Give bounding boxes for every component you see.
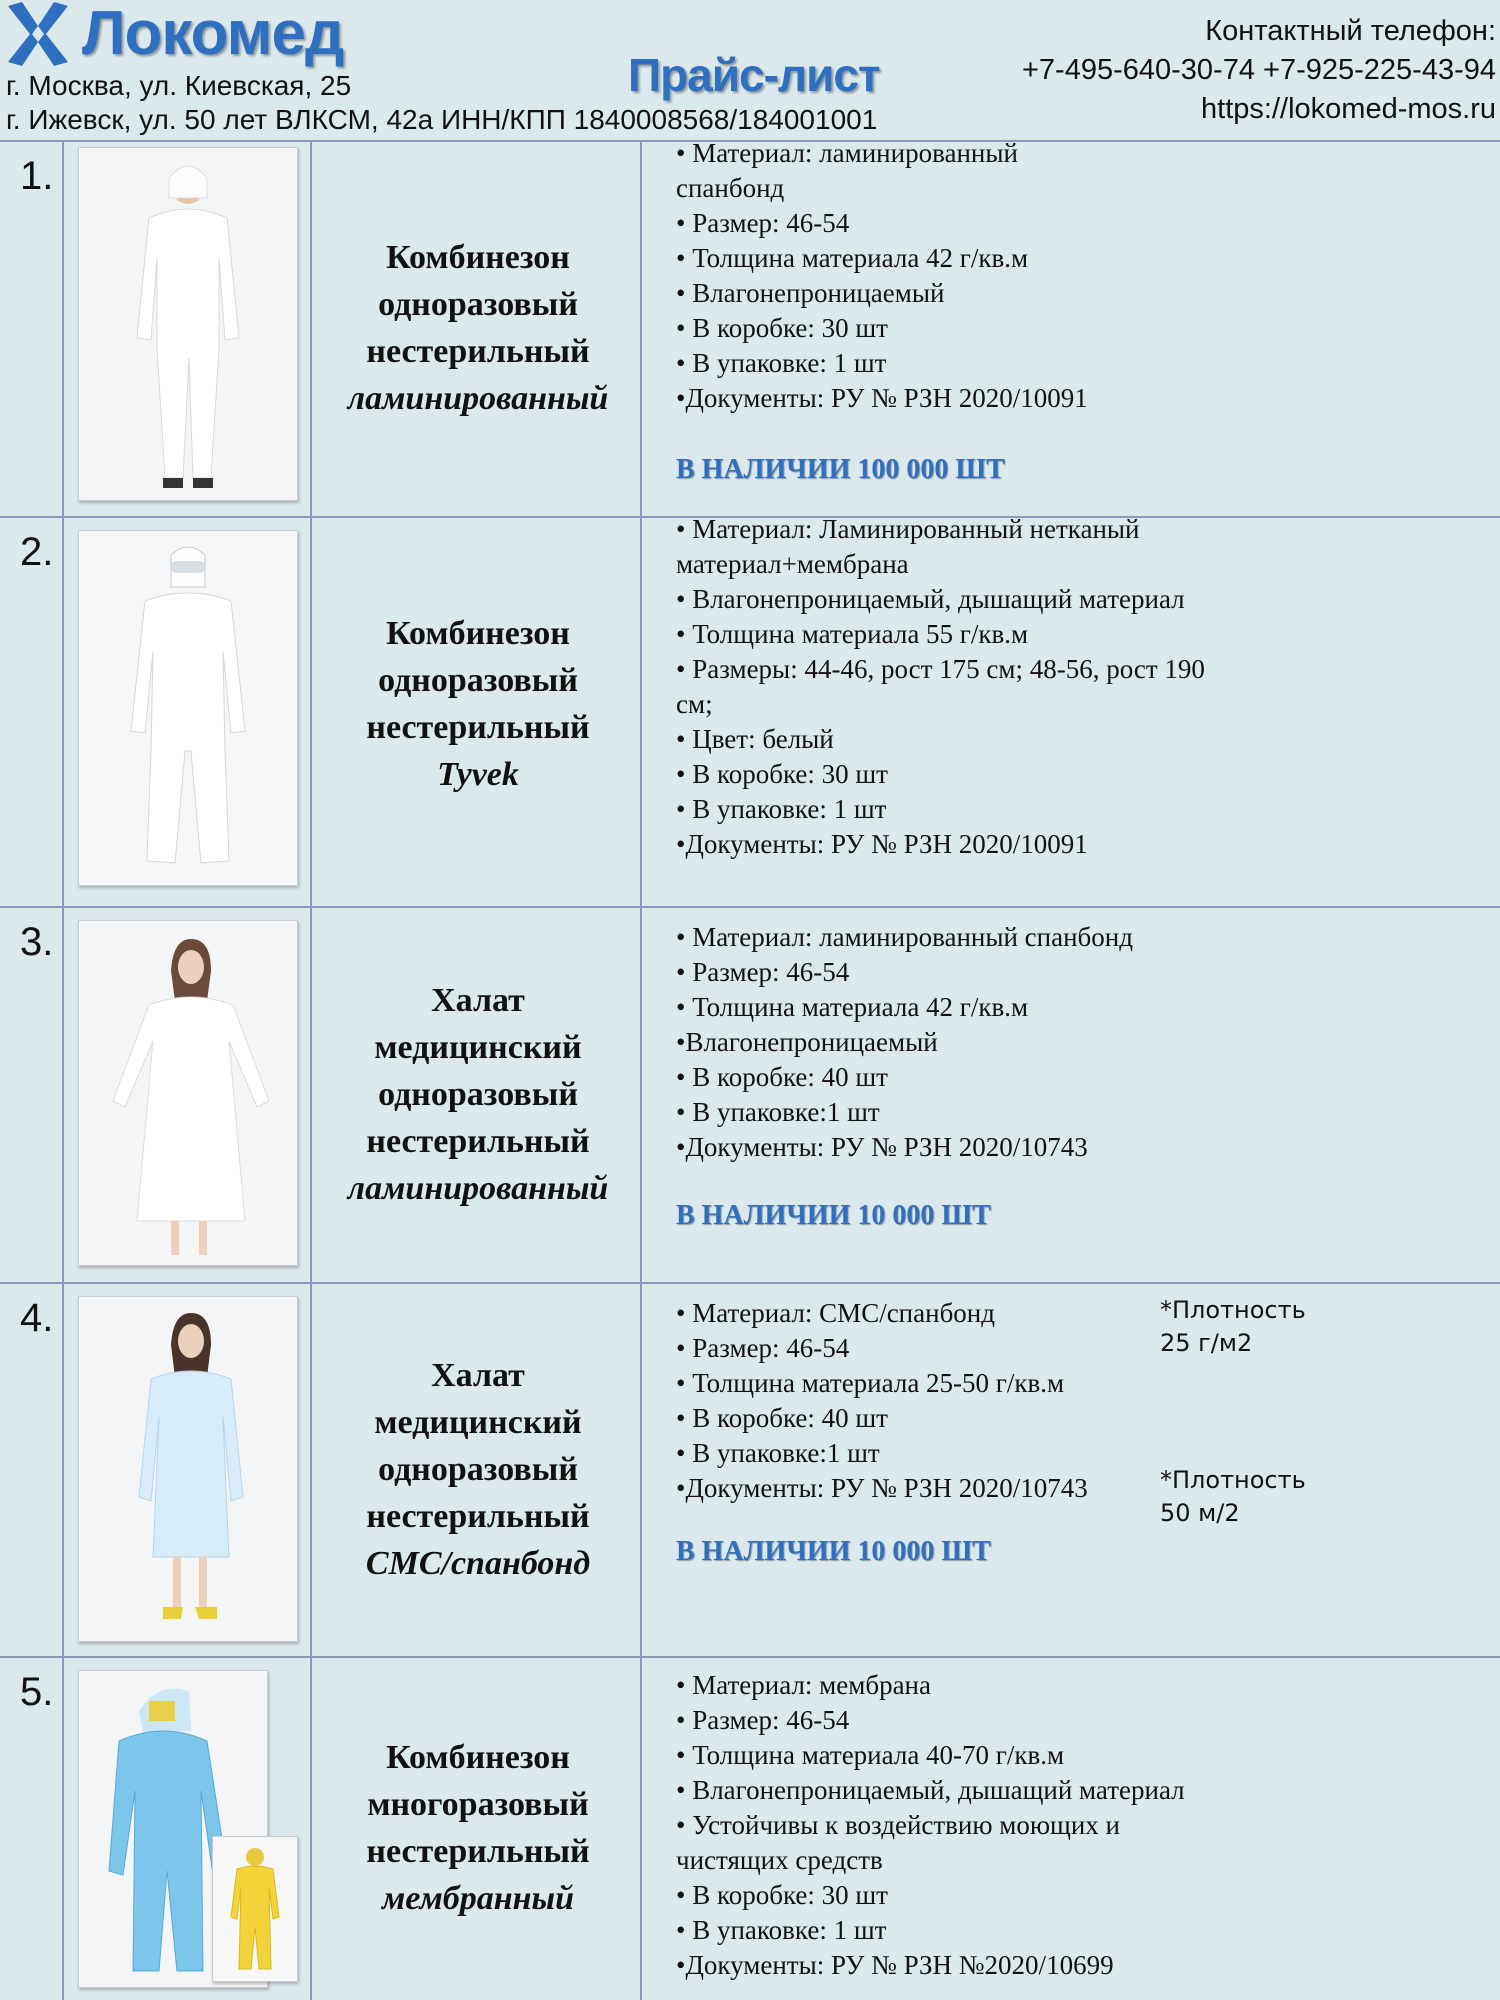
density-note — [1160, 1294, 1306, 1360]
product-name — [316, 1656, 640, 2000]
spec-line: см; — [676, 689, 713, 719]
product-specs — [676, 136, 1276, 416]
spec-line: • Материал: Ламинированный нетканый — [676, 514, 1140, 544]
product-name-line: Комбинезон — [386, 615, 570, 652]
product-name-line: медицинский — [374, 1403, 582, 1441]
spec-line: • В коробке: 30 шт — [676, 1880, 888, 1910]
spec-line: • Цвет: белый — [676, 724, 834, 754]
row-number: 1. — [20, 154, 54, 198]
product-name-line: одноразовый — [378, 1450, 578, 1488]
spec-line: • В упаковке: 1 шт — [676, 348, 887, 378]
product-name — [316, 516, 640, 892]
product-name-line: медицинский — [374, 1028, 582, 1066]
product-name-line: Комбинезон — [386, 239, 570, 276]
product-name-line: многоразовый — [367, 1786, 589, 1823]
contact-phones: +7-495-640-30-74 +7-925-225-43-94 — [1021, 54, 1496, 86]
product-name-line: Халат — [431, 981, 525, 1019]
company-logo — [4, 0, 343, 68]
product-name-line: нестерильный — [366, 1497, 590, 1535]
product-name-line: одноразовый — [378, 286, 578, 323]
white-coverall-man-photo — [78, 147, 298, 501]
product-name-line: нестерильный — [366, 333, 590, 370]
contact-label: Контактный телефон: — [1205, 15, 1496, 47]
spec-line: • Размер: 46-54 — [676, 208, 850, 238]
spec-line: • Толщина материала 25-50 г/кв.м — [676, 1368, 1065, 1398]
spec-line: •Документы: РУ № РЗН 2020/10091 — [676, 829, 1088, 859]
spec-line: • Материал: мембрана — [676, 1670, 931, 1700]
note-value: 25 г/м2 — [1160, 1329, 1253, 1357]
product-name-line: одноразовый — [378, 1075, 578, 1113]
spec-line: • Размер: 46-54 — [676, 957, 850, 987]
spec-line: • Влагонепроницаемый, дышащий материал — [676, 1775, 1185, 1805]
page-title: Прайс-лист — [628, 49, 880, 101]
spec-line: • Размеры: 44-46, рост 175 см; 48-56, рост 190 — [676, 654, 1205, 684]
page-header — [0, 0, 1500, 140]
product-specs — [676, 1668, 1276, 1983]
spec-line: • Размер: 46-54 — [676, 1705, 850, 1735]
spec-line: • Размер: 46-54 — [676, 1333, 850, 1363]
product-name — [316, 140, 640, 516]
spec-line: •Документы: РУ № РЗН 2020/10091 — [676, 383, 1088, 413]
note-label: *Плотность — [1160, 1466, 1306, 1494]
spec-line: • В упаковке:1 шт — [676, 1438, 880, 1468]
table-row — [0, 906, 1500, 1282]
spec-line: • В упаковке:1 шт — [676, 1097, 880, 1127]
spec-line: • Материал: ламинированный — [676, 138, 1018, 168]
product-name — [316, 906, 640, 1282]
note-value: 50 м/2 — [1160, 1499, 1240, 1527]
spec-line: • Влагонепроницаемый — [676, 278, 945, 308]
spec-line: • В коробке: 40 шт — [676, 1403, 888, 1433]
spec-line: • Толщина материала 42 г/кв.м — [676, 992, 1029, 1022]
product-name-line: нестерильный — [366, 1122, 590, 1160]
product-name-variant: ламинированный — [347, 380, 609, 417]
lokomed-logo-icon — [4, 0, 72, 68]
address-izhevsk: г. Ижевск, ул. 50 лет ВЛКСМ, 42а ИНН/КПП 1840008568/184001001 — [6, 104, 878, 135]
table-row — [0, 1282, 1500, 1656]
spec-line: • В коробке: 40 шт — [676, 1062, 888, 1092]
spec-line: • Материал: СМС/спанбонд — [676, 1298, 995, 1328]
row-number: 2. — [20, 530, 54, 574]
product-name-line: нестерильный — [366, 1833, 590, 1870]
product-name-variant: мембранный — [381, 1880, 575, 1917]
spec-line: • В коробке: 30 шт — [676, 759, 888, 789]
product-name-variant: СМС/спанбонд — [365, 1544, 591, 1582]
spec-line: •Документы: РУ № РЗН №2020/10699 — [676, 1950, 1114, 1980]
spec-line: •Документы: РУ № РЗН 2020/10743 — [676, 1132, 1088, 1162]
product-specs — [676, 920, 1276, 1165]
product-name-line: одноразовый — [378, 662, 578, 699]
row-number: 4. — [20, 1296, 54, 1340]
stock-badge: В НАЛИЧИИ 10 000 ШТ — [676, 1536, 991, 1567]
spec-line: • Толщина материала 40-70 г/кв.м — [676, 1740, 1065, 1770]
product-name-variant: Tyvek — [437, 756, 519, 793]
product-specs — [676, 512, 1276, 862]
product-name — [316, 1282, 640, 1656]
table-row — [0, 1656, 1500, 2000]
light-blue-gown-woman-photo — [78, 1296, 298, 1642]
spec-line: • В коробке: 30 шт — [676, 313, 888, 343]
product-name-line: нестерильный — [366, 709, 590, 746]
product-name-line: Халат — [431, 1356, 525, 1394]
product-name-line: Комбинезон — [386, 1739, 570, 1776]
stock-badge: В НАЛИЧИИ 10 000 ШТ — [676, 1200, 991, 1231]
spec-line: •Влагонепроницаемый — [676, 1027, 938, 1057]
price-table — [0, 140, 1500, 2000]
table-row — [0, 140, 1500, 516]
address-moscow: г. Москва, ул. Киевская, 25 — [6, 70, 352, 101]
contacts-block — [1022, 12, 1496, 129]
website-link[interactable]: https://lokomed-mos.ru — [1201, 93, 1496, 125]
white-tyvek-coverall-photo — [78, 530, 298, 886]
spec-line: • Устойчивы к воздействию моющих и — [676, 1810, 1120, 1840]
spec-line: спанбонд — [676, 173, 785, 203]
spec-line: • В упаковке: 1 шт — [676, 794, 887, 824]
spec-line: • Материал: ламинированный спанбонд — [676, 922, 1133, 952]
spec-line: •Документы: РУ № РЗН 2020/10743 — [676, 1473, 1088, 1503]
spec-line: • Толщина материала 55 г/кв.м — [676, 619, 1029, 649]
spec-line: чистящих средств — [676, 1845, 883, 1875]
table-row — [0, 516, 1500, 906]
note-label: *Плотность — [1160, 1296, 1306, 1324]
row-number: 5. — [20, 1670, 54, 1714]
logo-text: Локомед — [82, 0, 344, 68]
spec-line: • Толщина материала 42 г/кв.м — [676, 243, 1029, 273]
density-note — [1160, 1464, 1306, 1530]
yellow-coverall-thumbnail — [212, 1836, 298, 1982]
spec-line: материал+мембрана — [676, 549, 909, 579]
row-number: 3. — [20, 920, 54, 964]
stock-badge: В НАЛИЧИИ 100 000 ШТ — [676, 454, 1005, 485]
spec-line: • В упаковке: 1 шт — [676, 1915, 887, 1945]
product-name-variant: ламинированный — [347, 1169, 609, 1207]
spec-line: • Влагонепроницаемый, дышащий материал — [676, 584, 1185, 614]
white-gown-woman-photo — [78, 920, 298, 1266]
